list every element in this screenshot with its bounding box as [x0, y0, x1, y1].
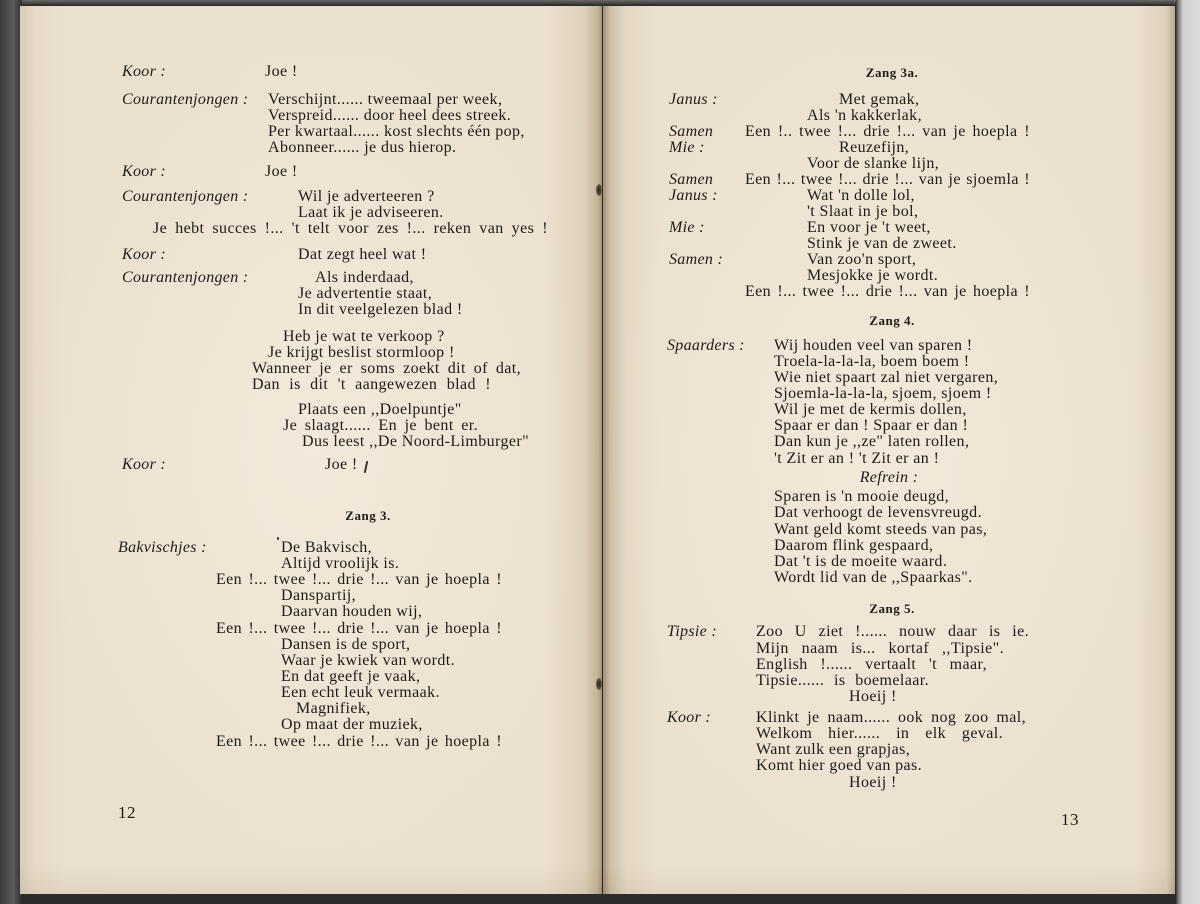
song-heading: Zang 3. — [345, 508, 391, 523]
verse-line: 't Slaat in je bol, — [807, 203, 919, 220]
speaker-label: Samen — [669, 171, 714, 188]
verse-line: Daarvan houden wij, — [281, 603, 423, 620]
speaker-label: Janus : — [669, 187, 718, 204]
verse-line: Een !... twee !... drie !... van je hoepla ! — [745, 283, 1030, 300]
verse-line: Wie niet spaart zal niet vergaren, — [774, 369, 999, 386]
verse-line: Waar je kwiek van wordt. — [281, 652, 456, 669]
verse-line: En dat geeft je vaak, — [281, 668, 421, 685]
left-page — [20, 6, 602, 894]
verse-line: Laat ik je adviseeren. — [298, 204, 444, 221]
verse-line: Je hebt succes !... 't telt voor zes !... reken van yes ! — [153, 220, 548, 237]
ink-speck — [277, 537, 279, 540]
verse-line: Mijn naam is... kortaf ,,Tipsie". — [756, 640, 1004, 657]
verse-line: In dit veelgelezen blad ! — [298, 301, 463, 318]
verse-line: Van zoo'n sport, — [807, 251, 917, 268]
verse-line: Klinkt je naam...... ook nog zoo mal, — [756, 709, 1026, 726]
speaker-label: Koor : — [122, 456, 167, 473]
verse-line: Joe ! — [265, 63, 298, 80]
scanner-edge-left — [0, 0, 22, 904]
verse-line: En voor je 't weet, — [807, 219, 931, 236]
verse-line: Verspreid...... door heel dees streek. — [268, 107, 512, 124]
verse-line: Hoeij ! — [849, 688, 897, 705]
page-shadow — [20, 864, 602, 894]
verse-line: Een echt leuk vermaak. — [281, 684, 440, 701]
verse-line: 't Zit er an ! 't Zit er an ! — [774, 450, 940, 467]
verse-line: Je slaagt...... En je bent er. — [283, 417, 478, 434]
verse-line: Magnifiek, — [296, 700, 371, 717]
speaker-label: Courantenjongen : — [122, 188, 249, 205]
verse-line: Een !... twee !... drie !... van je sjoemla ! — [745, 171, 1030, 188]
verse-line: Troela-la-la-la, boem boem ! — [774, 353, 970, 370]
verse-line: Wat 'n dolle lol, — [807, 187, 915, 204]
verse-line: Reuzefijn, — [839, 139, 910, 156]
verse-line: Want zulk een grapjas, — [756, 741, 911, 758]
speaker-label: Courantenjongen : — [122, 91, 249, 108]
speaker-label: Koor : — [667, 709, 712, 726]
staple-hole — [596, 678, 602, 690]
scanner-bed-right — [1176, 0, 1200, 904]
verse-line: Mesjokke je wordt. — [807, 267, 939, 284]
verse-line: Met gemak, — [839, 91, 920, 108]
staple-hole — [596, 184, 602, 196]
refrain-line: Dat 't is de moeite waard. — [774, 553, 948, 570]
verse-line: Danspartij, — [281, 587, 357, 604]
speaker-label: Koor : — [122, 63, 167, 80]
verse-line: Je advertentie staat, — [298, 285, 433, 302]
song-heading: Zang 3a. — [865, 65, 919, 80]
verse-line: Sjoemla-la-la-la, sjoem, sjoem ! — [774, 385, 992, 402]
speaker-label: Samen : — [669, 251, 724, 268]
refrain-label: Refrein : — [859, 469, 919, 486]
refrain-line: Dat verhoogt de levensvreugd. — [774, 504, 982, 521]
verse-line: Abonneer...... je dus hierop. — [268, 139, 457, 156]
verse-line: Een !... twee !... drie !... van je hoepla ! — [216, 620, 502, 637]
verse-line: Tipsie...... is boemelaar. — [756, 672, 929, 689]
refrain-line: Daarom flink gespaard, — [774, 537, 934, 554]
song-heading: Zang 5. — [869, 601, 915, 616]
verse-line: Dan is dit 't aangewezen blad ! — [252, 376, 491, 393]
verse-line: Dat zegt heel wat ! — [298, 246, 427, 263]
verse-line: Per kwartaal...... kost slechts één pop, — [268, 123, 525, 140]
verse-line: Wil je adverteeren ? — [298, 188, 435, 205]
verse-line: Als 'n kakkerlak, — [807, 107, 922, 124]
speaker-label: Janus : — [669, 91, 718, 108]
verse-line: Hoeij ! — [849, 774, 897, 791]
speaker-label: Spaarders : — [667, 337, 745, 354]
refrain-line: Wordt lid van de ,,Spaarkas". — [774, 569, 973, 586]
song-heading: Zang 4. — [869, 313, 915, 328]
verse-line: Verschijnt...... tweemaal per week, — [268, 91, 503, 108]
verse-line: Dan kun je ,,ze" laten rollen, — [774, 433, 970, 450]
verse-line: Plaats een ,,Doelpuntje" — [298, 401, 462, 418]
verse-line: Altijd vroolijk is. — [281, 555, 400, 572]
verse-line: Dansen is de sport, — [281, 636, 411, 653]
verse-line: Joe ! — [325, 456, 358, 473]
speaker-label: Koor : — [122, 163, 167, 180]
verse-line: Wij houden veel van sparen ! — [774, 337, 973, 354]
verse-line: Komt hier goed van pas. — [756, 757, 923, 774]
verse-line: Op maat der muziek, — [281, 716, 423, 733]
verse-line: Stink je van de zweet. — [807, 235, 957, 252]
speaker-label: Koor : — [122, 246, 167, 263]
verse-line: Welkom hier...... in elk geval. — [756, 725, 1003, 742]
speaker-label: Bakvischjes : — [118, 539, 207, 556]
verse-line: Wanneer je er soms zoekt dit of dat, — [252, 360, 521, 377]
verse-line: Dus leest ,,De Noord-Limburger" — [302, 433, 530, 450]
verse-line: English !...... vertaalt 't maar, — [756, 656, 987, 673]
speaker-label: Tipsie : — [667, 623, 717, 640]
verse-line: Een !... twee !... drie !... van je hoepla ! — [216, 571, 502, 588]
verse-line: Wil je met de kermis dollen, — [774, 401, 967, 418]
speaker-label: Mie : — [669, 219, 705, 236]
speaker-label: Courantenjongen : — [122, 269, 249, 286]
speaker-label: Samen — [669, 123, 714, 140]
refrain-line: Sparen is 'n mooie deugd, — [774, 488, 950, 505]
verse-line: Zoo U ziet !...... nouw daar is ie. — [756, 623, 1029, 640]
verse-line: Joe ! — [265, 163, 298, 180]
right-page — [603, 6, 1175, 894]
speaker-label: Mie : — [669, 139, 705, 156]
page-number: 13 — [1061, 810, 1079, 829]
verse-line: Heb je wat te verkoop ? — [283, 328, 445, 345]
page-shadow — [603, 864, 1175, 894]
verse-line: Als inderdaad, — [315, 269, 414, 286]
ink-mark — [364, 461, 369, 473]
refrain-line: Want geld komt steeds van pas, — [774, 521, 988, 538]
page-number: 12 — [118, 803, 136, 822]
verse-line: Een !... twee !... drie !... van je hoepla ! — [216, 733, 502, 750]
verse-line: Spaar er dan ! Spaar er dan ! — [774, 417, 969, 434]
verse-line: Voor de slanke lijn, — [807, 155, 940, 172]
verse-line: Je krijgt beslist stormloop ! — [268, 344, 455, 361]
verse-line: De Bakvisch, — [281, 539, 373, 556]
verse-line: Een !.. twee !... drie !... van je hoepla ! — [745, 123, 1030, 140]
